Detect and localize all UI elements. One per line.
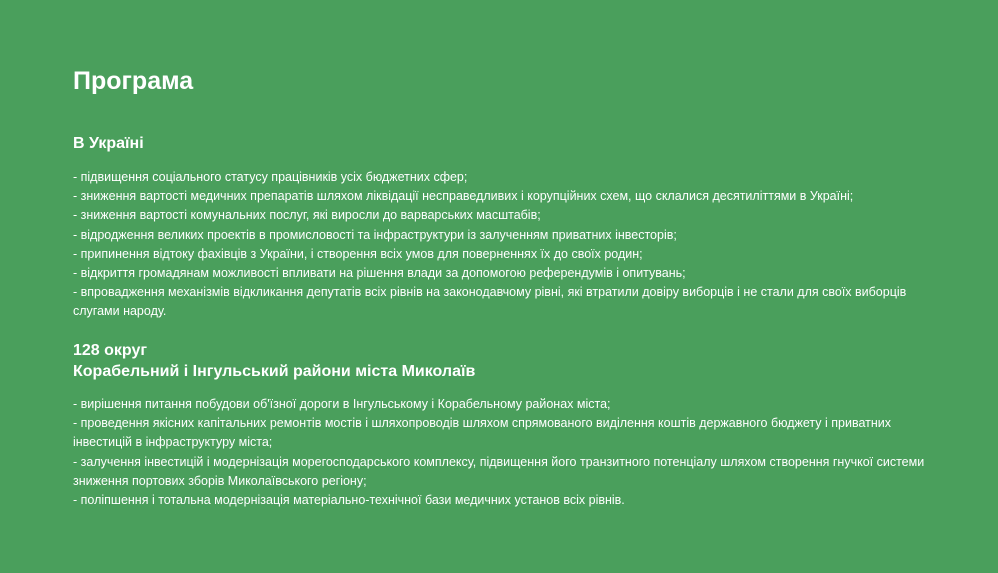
list-item: - поліпшення і тотальна модернізація матеріально-технічної бази медичних установ всіх рівнів. [73,493,625,508]
page-title: Програма [73,67,194,95]
district-program-list [73,395,933,510]
section-district [73,340,933,510]
list-item: - вирішення питання побудови об'їзної дороги в Інгульському і Корабельному районах міста; [73,397,611,411]
district-name: Корабельний і Інгульський райони міста Миколаїв [73,363,476,380]
list-item: - проведення якісних капітальних ремонтів мостів і шляхопроводів шляхом спрямованого виділення коштів державного бюджету і приватних інвестицій в інфраструктуру міста; [73,416,891,450]
list-item: - відкриття громадянам можливості впливати на рішення влади за допомогою референдумів і опитувань; [73,266,686,281]
list-item: - відродження великих проектів в промисловості та інфраструктури із залученням приватних інвесторів; [73,227,677,242]
list-item: - залучення інвестицій і модернізація морегосподарського комплексу, підвищення його транзитного потенціалу шляхом створення гнучкої системи зниження портових зборів Миколаївського регіону; [73,454,925,488]
list-item: - зниження вартості медичних препаратів шляхом ліквідації несправедливих і корупційних схем, що склалися десятиліттями в Україні; [73,189,854,204]
list-item: - впровадження механізмів відкликання депутатів всіх рівнів на законодавчому рівні, які втратили довіру виборців і не стали для своїх виборців слугами народу. [73,285,907,319]
section-heading-district [73,340,933,382]
list-item: - припинення відтоку фахівців з України, і створення всіх умов для поверненнях їх до своїх родин; [73,246,643,261]
list-item: - підвищення соціального статусу працівників усіх бюджетних сфер; [73,170,468,184]
list-item: - зниження вартості комунальних послуг, які виросли до варварських масштабів; [73,208,541,223]
section-heading-ukraine: В Україні [73,135,144,152]
district-number: 128 округ [73,342,148,359]
ukraine-program-list [73,168,933,322]
section-ukraine [73,133,933,322]
